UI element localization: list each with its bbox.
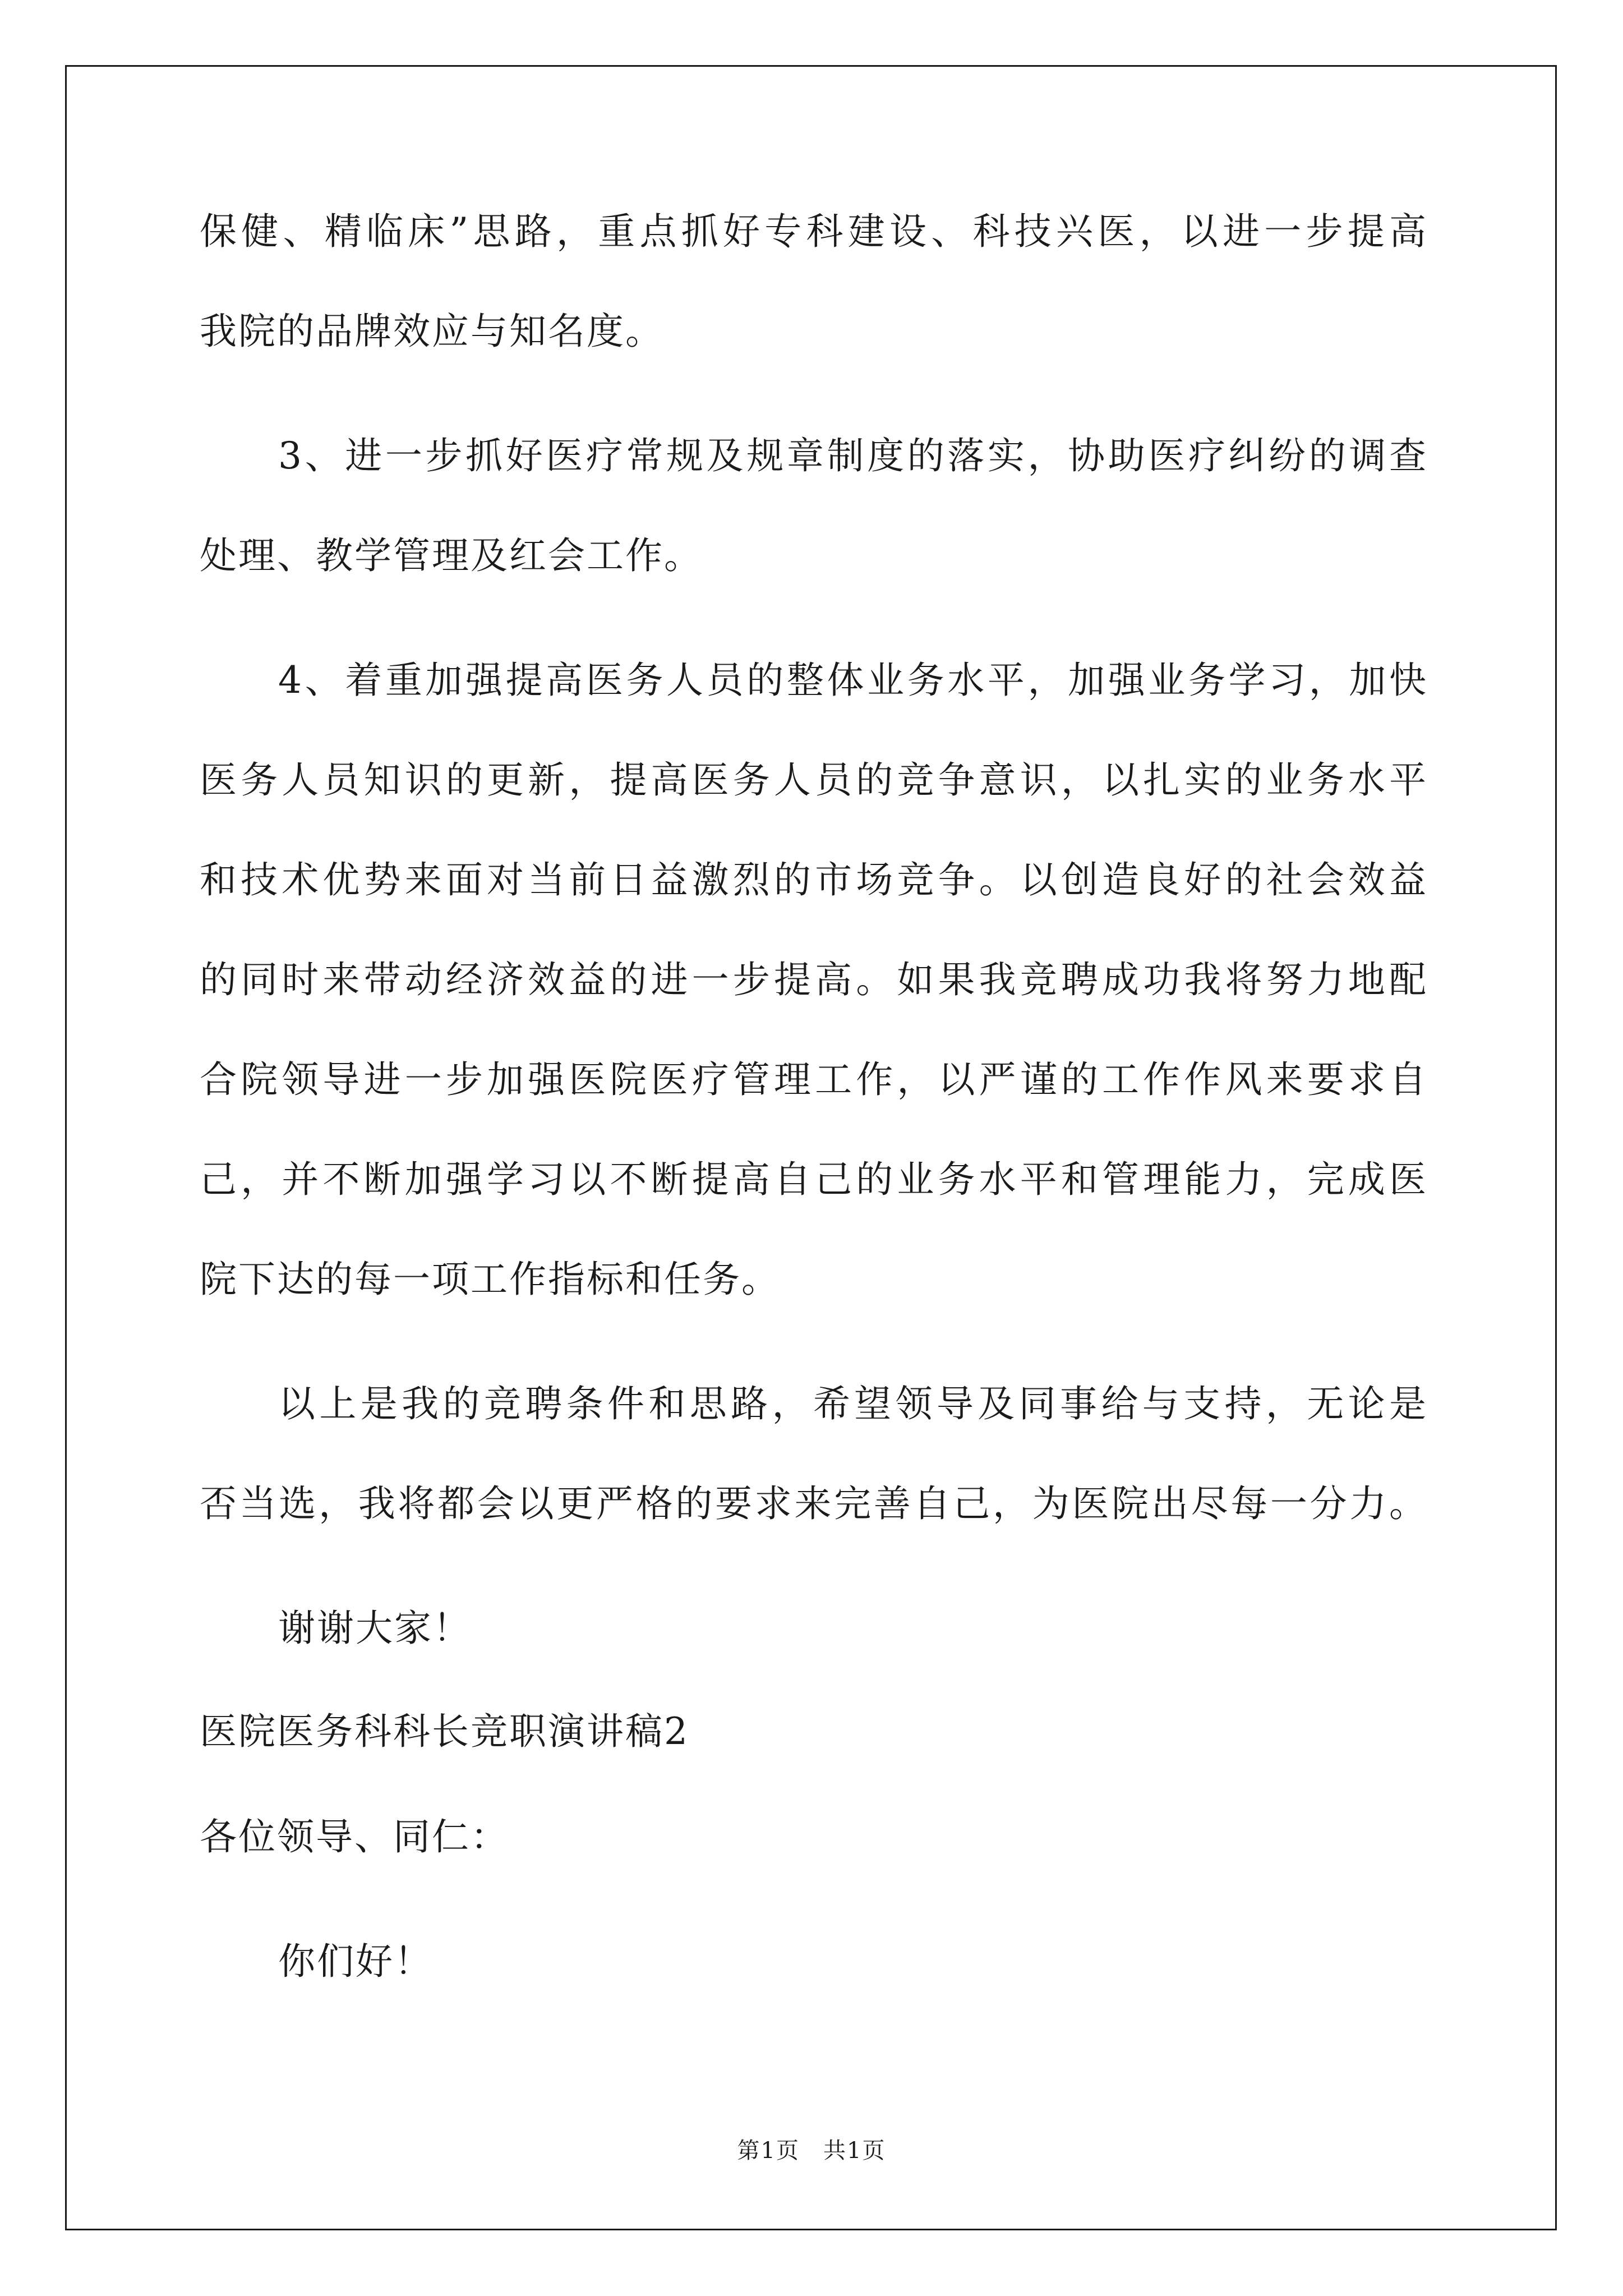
closing-thanks: 谢谢大家！ xyxy=(278,1607,472,1650)
page-border xyxy=(65,65,1557,2230)
body-line: 和技术优势来面对当前日益激烈的市场竞争。以创造良好的社会效益 xyxy=(200,858,1428,901)
body-line: 合院领导进一步加强医院医疗管理工作，以严谨的工作作风来要求自 xyxy=(200,1058,1428,1101)
body-line: 医务人员知识的更新，提高医务人员的竞争意识，以扎实的业务水平 xyxy=(200,758,1428,802)
greeting: 你们好！ xyxy=(278,1940,433,1983)
section-heading: 医院医务科科长竞职演讲稿2 xyxy=(200,1710,689,1753)
body-line: 否当选，我将都会以更严格的要求来完善自己，为医院出尽每一分力。 xyxy=(200,1482,1428,1525)
salutation: 各位领导、同仁： xyxy=(200,1815,509,1858)
body-line: 处理、教学管理及红会工作。 xyxy=(200,534,703,577)
body-line: 院下达的每一项工作指标和任务。 xyxy=(200,1258,780,1301)
body-line: 己，并不断加强学习以不断提高自己的业务水平和管理能力，完成医 xyxy=(200,1158,1428,1201)
page-number-footer: 第1页 共1页 xyxy=(737,2138,886,2164)
list-item-3-line: 3、进一步抓好医疗常规及规章制度的落实，协助医疗纠纷的调查 xyxy=(278,434,1428,477)
paragraph-line: 以上是我的竞聘条件和思路，希望领导及同事给与支持，无论是 xyxy=(278,1382,1428,1425)
body-line: 保健、精临床”思路，重点抓好专科建设、科技兴医，以进一步提高 xyxy=(200,210,1428,253)
body-line: 我院的品牌效应与知名度。 xyxy=(200,310,664,353)
body-line: 的同时来带动经济效益的进一步提高。如果我竞聘成功我将努力地配 xyxy=(200,958,1428,1001)
list-item-4-line: 4、着重加强提高医务人员的整体业务水平，加强业务学习，加快 xyxy=(278,659,1428,702)
